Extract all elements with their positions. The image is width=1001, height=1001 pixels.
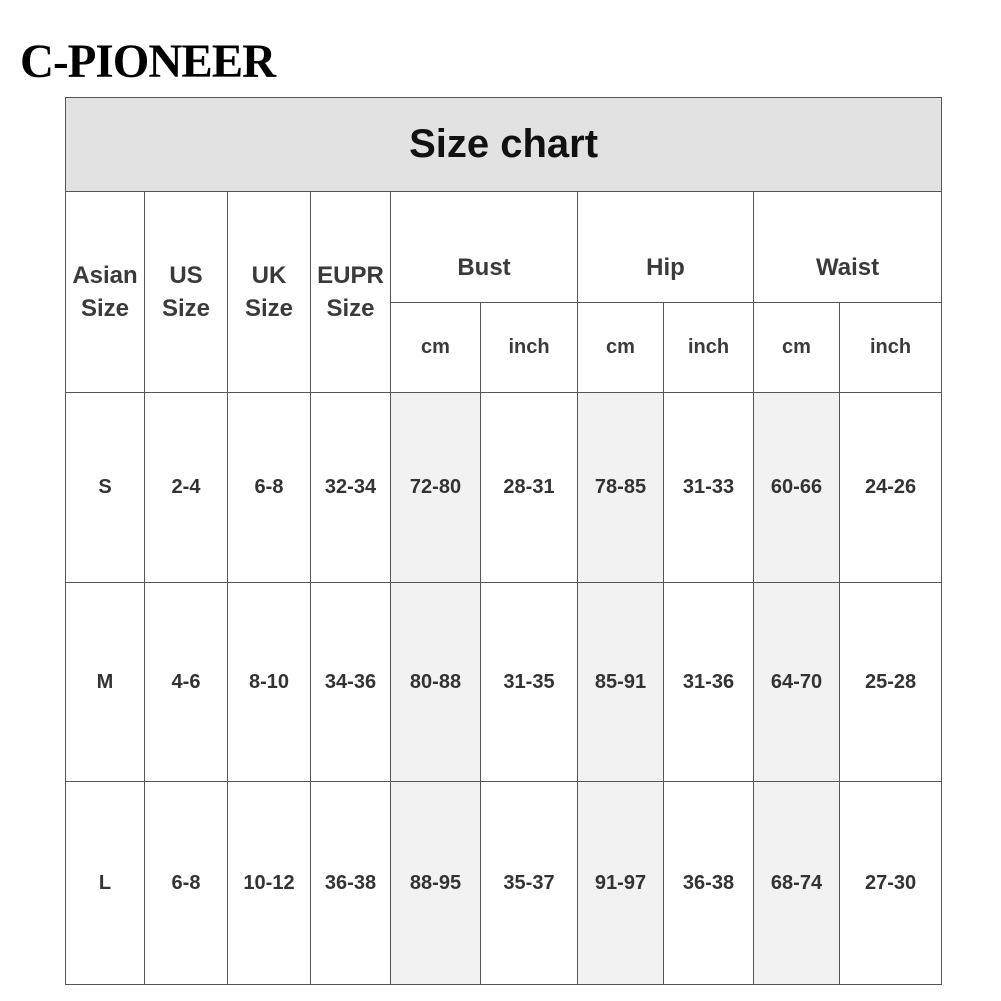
- header-us-line2: Size: [161, 295, 211, 322]
- cell-eupr-size: 34-36: [311, 583, 391, 782]
- table-row: [66, 583, 942, 782]
- header-asian-line1: Asian: [72, 262, 138, 289]
- cell-waist-inch: 24-26: [840, 393, 942, 583]
- cell-us-size: 6-8: [145, 782, 228, 985]
- cell-asian-size: M: [66, 583, 145, 782]
- cell-waist-cm: 64-70: [754, 583, 840, 782]
- header-hip: [578, 192, 754, 303]
- header-uk-size: [228, 192, 311, 393]
- cell-eupr-size: 36-38: [311, 782, 391, 985]
- size-chart-table: [65, 97, 942, 985]
- cell-waist-cm: 68-74: [754, 782, 840, 985]
- header-us-size: [145, 192, 228, 393]
- header-bust: [391, 192, 578, 303]
- header-asian-size: [66, 192, 145, 393]
- unit-hip-cm: cm: [578, 303, 664, 393]
- unit-waist-inch: inch: [840, 303, 942, 393]
- cell-bust-inch: 31-35: [481, 583, 578, 782]
- header-uk-line1: UK: [251, 262, 287, 289]
- header-us-line1: US: [169, 262, 203, 289]
- table-row: [66, 393, 942, 583]
- cell-us-size: 4-6: [145, 583, 228, 782]
- header-eupr-line2: Size: [326, 295, 375, 322]
- table-row: [66, 782, 942, 985]
- cell-hip-inch: 36-38: [664, 782, 754, 985]
- cell-waist-inch: 25-28: [840, 583, 942, 782]
- unit-waist-cm: cm: [754, 303, 840, 393]
- cell-hip-cm: 91-97: [578, 782, 664, 985]
- cell-hip-inch: 31-33: [664, 393, 754, 583]
- cell-hip-inch: 31-36: [664, 583, 754, 782]
- header-hip-label: Hip: [646, 254, 685, 281]
- header-eupr-size: [311, 192, 391, 393]
- cell-bust-inch: 35-37: [481, 782, 578, 985]
- unit-hip-inch: inch: [664, 303, 754, 393]
- cell-asian-size: L: [66, 782, 145, 985]
- header-waist: [754, 192, 942, 303]
- cell-uk-size: 8-10: [228, 583, 311, 782]
- header-bust-label: Bust: [457, 254, 511, 281]
- unit-bust-inch: inch: [481, 303, 578, 393]
- cell-bust-cm: 80-88: [391, 583, 481, 782]
- header-eupr-line1: EUPR: [317, 262, 384, 289]
- cell-uk-size: 6-8: [228, 393, 311, 583]
- brand-logo: C-PIONEER: [20, 35, 276, 88]
- cell-hip-cm: 78-85: [578, 393, 664, 583]
- cell-waist-inch: 27-30: [840, 782, 942, 985]
- cell-waist-cm: 60-66: [754, 393, 840, 583]
- cell-bust-inch: 28-31: [481, 393, 578, 583]
- cell-asian-size: S: [66, 393, 145, 583]
- chart-title: Size chart: [66, 98, 942, 192]
- cell-bust-cm: 72-80: [391, 393, 481, 583]
- cell-bust-cm: 88-95: [391, 782, 481, 985]
- header-waist-label: Waist: [816, 254, 880, 281]
- cell-uk-size: 10-12: [228, 782, 311, 985]
- unit-bust-cm: cm: [391, 303, 481, 393]
- cell-eupr-size: 32-34: [311, 393, 391, 583]
- cell-us-size: 2-4: [145, 393, 228, 583]
- header-uk-line2: Size: [244, 295, 294, 322]
- cell-hip-cm: 85-91: [578, 583, 664, 782]
- header-asian-line2: Size: [80, 295, 130, 322]
